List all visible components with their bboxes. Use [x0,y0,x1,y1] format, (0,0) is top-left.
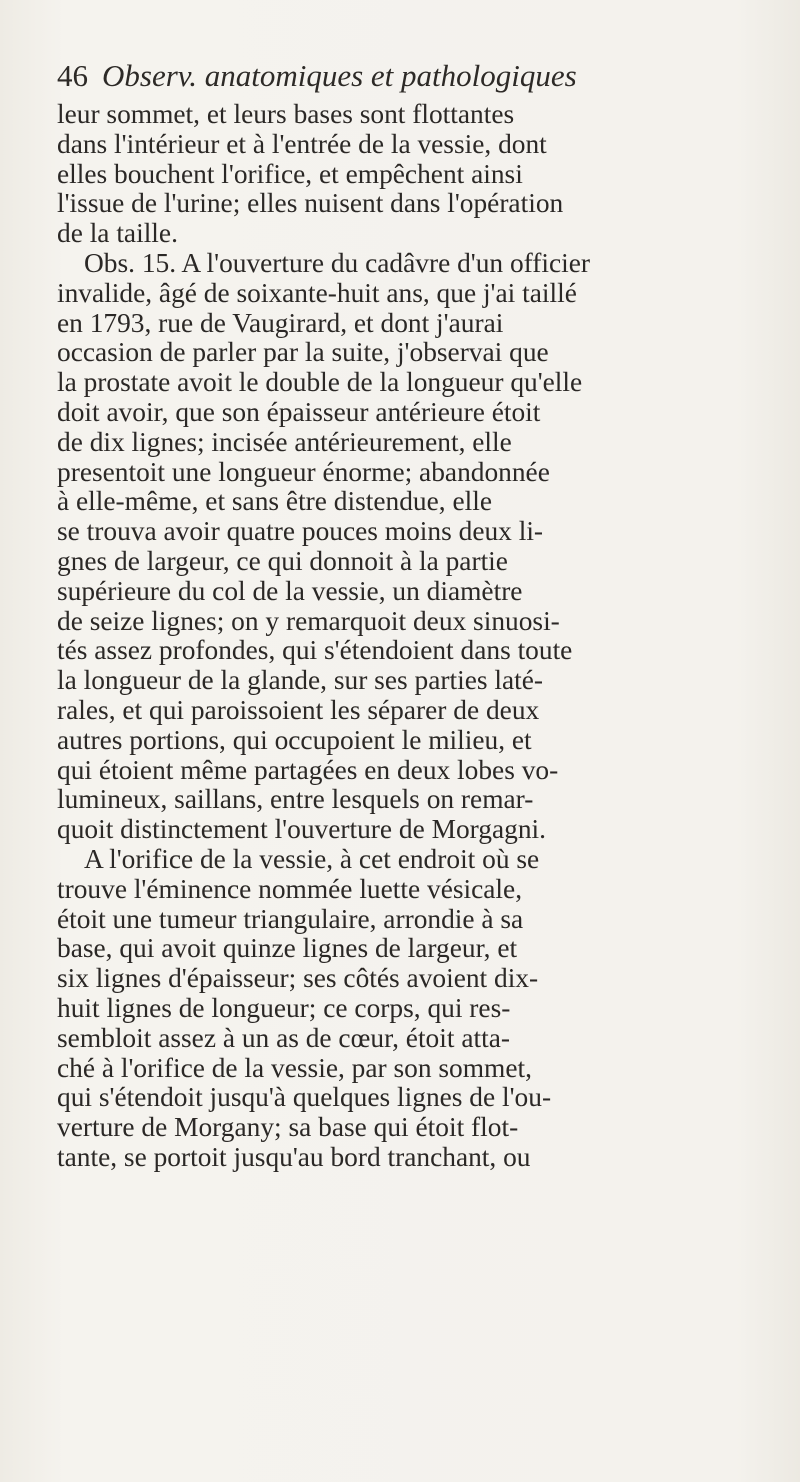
text-line: tante, se portoit jusqu'au bord tranchant, ou [57,1142,531,1172]
body-text [57,100,777,1173]
text-line: huit lignes de longueur; ce corps, qui res- [57,993,511,1023]
text-line: qui étoient même partagées en deux lobes vo- [57,755,559,785]
text-line: verture de Morgany; sa base qui étoit flot- [57,1113,519,1143]
text-line: base, qui avoit quinze lignes de largeur, et [57,934,518,964]
text-line: elles bouchent l'orifice, et empêchent ainsi [57,159,523,189]
text-line: gnes de largeur, ce qui donnoit à la partie [57,546,508,576]
text-line: lumineux, saillans, entre lesquels on remar- [57,785,534,815]
text-line: la longueur de la glande, sur ses parties laté- [57,666,544,696]
text-line: quoit distinctement l'ouverture de Morgagni. [57,815,546,845]
text-line: de dix lignes; incisée antérieurement, elle [57,427,512,457]
text-line: supérieure du col de la vessie, un diamètre [57,576,523,606]
running-title: Observ. anatomiques et pathologiques [102,58,577,93]
text-line: A l'orifice de la vessie, à cet endroit où se [84,844,540,874]
text-line: invalide, âgé de soixante-huit ans, que j'ai taillé [57,278,577,308]
text-line: étoit une tumeur triangulaire, arrondie à sa [57,904,524,934]
page-header [57,58,757,94]
text-line: se trouva avoir quatre pouces moins deux li- [57,517,544,547]
text-line: Obs. 15. A l'ouverture du cadâvre d'un officier [84,248,591,278]
text-line: ché à l'orifice de la vessie, par son sommet, [57,1053,532,1083]
text-line: sembloit assez à un as de cœur, étoit atta- [57,1023,510,1053]
text-line: dans l'intérieur et à l'entrée de la vessie, dont [57,129,547,159]
text-line: de la taille. [57,219,178,249]
text-line: la prostate avoit le double de la longueur qu'elle [57,368,583,398]
text-line: presentoit une longueur énorme; abandonnée [57,457,550,487]
text-line: à elle-même, et sans être distendue, elle [57,487,493,517]
text-line: l'issue de l'urine; elles nuisent dans l'opération [57,189,564,219]
text-line: en 1793, rue de Vaugirard, et dont j'aurai [57,308,504,338]
text-line: tés assez profondes, qui s'étendoient dans toute [57,636,573,666]
text-line: de seize lignes; on y remarquoit deux sinuosi- [57,606,560,636]
text-line: six lignes d'épaisseur; ses côtés avoient dix- [57,964,539,994]
text-line: qui s'étendoit jusqu'à quelques lignes de l'ou- [57,1083,552,1113]
text-line: trouve l'éminence nommée luette vésicale, [57,874,523,904]
text-line: autres portions, qui occupoient le milieu, et [57,725,532,755]
text-line: doit avoir, que son épaisseur antérieure étoit [57,397,541,427]
text-line: rales, et qui paroissoient les séparer de deux [57,695,540,725]
page-number: 46 [57,58,88,93]
text-line: occasion de parler par la suite, j'observai que [57,338,549,368]
text-line: leur sommet, et leurs bases sont flottantes [57,100,515,129]
